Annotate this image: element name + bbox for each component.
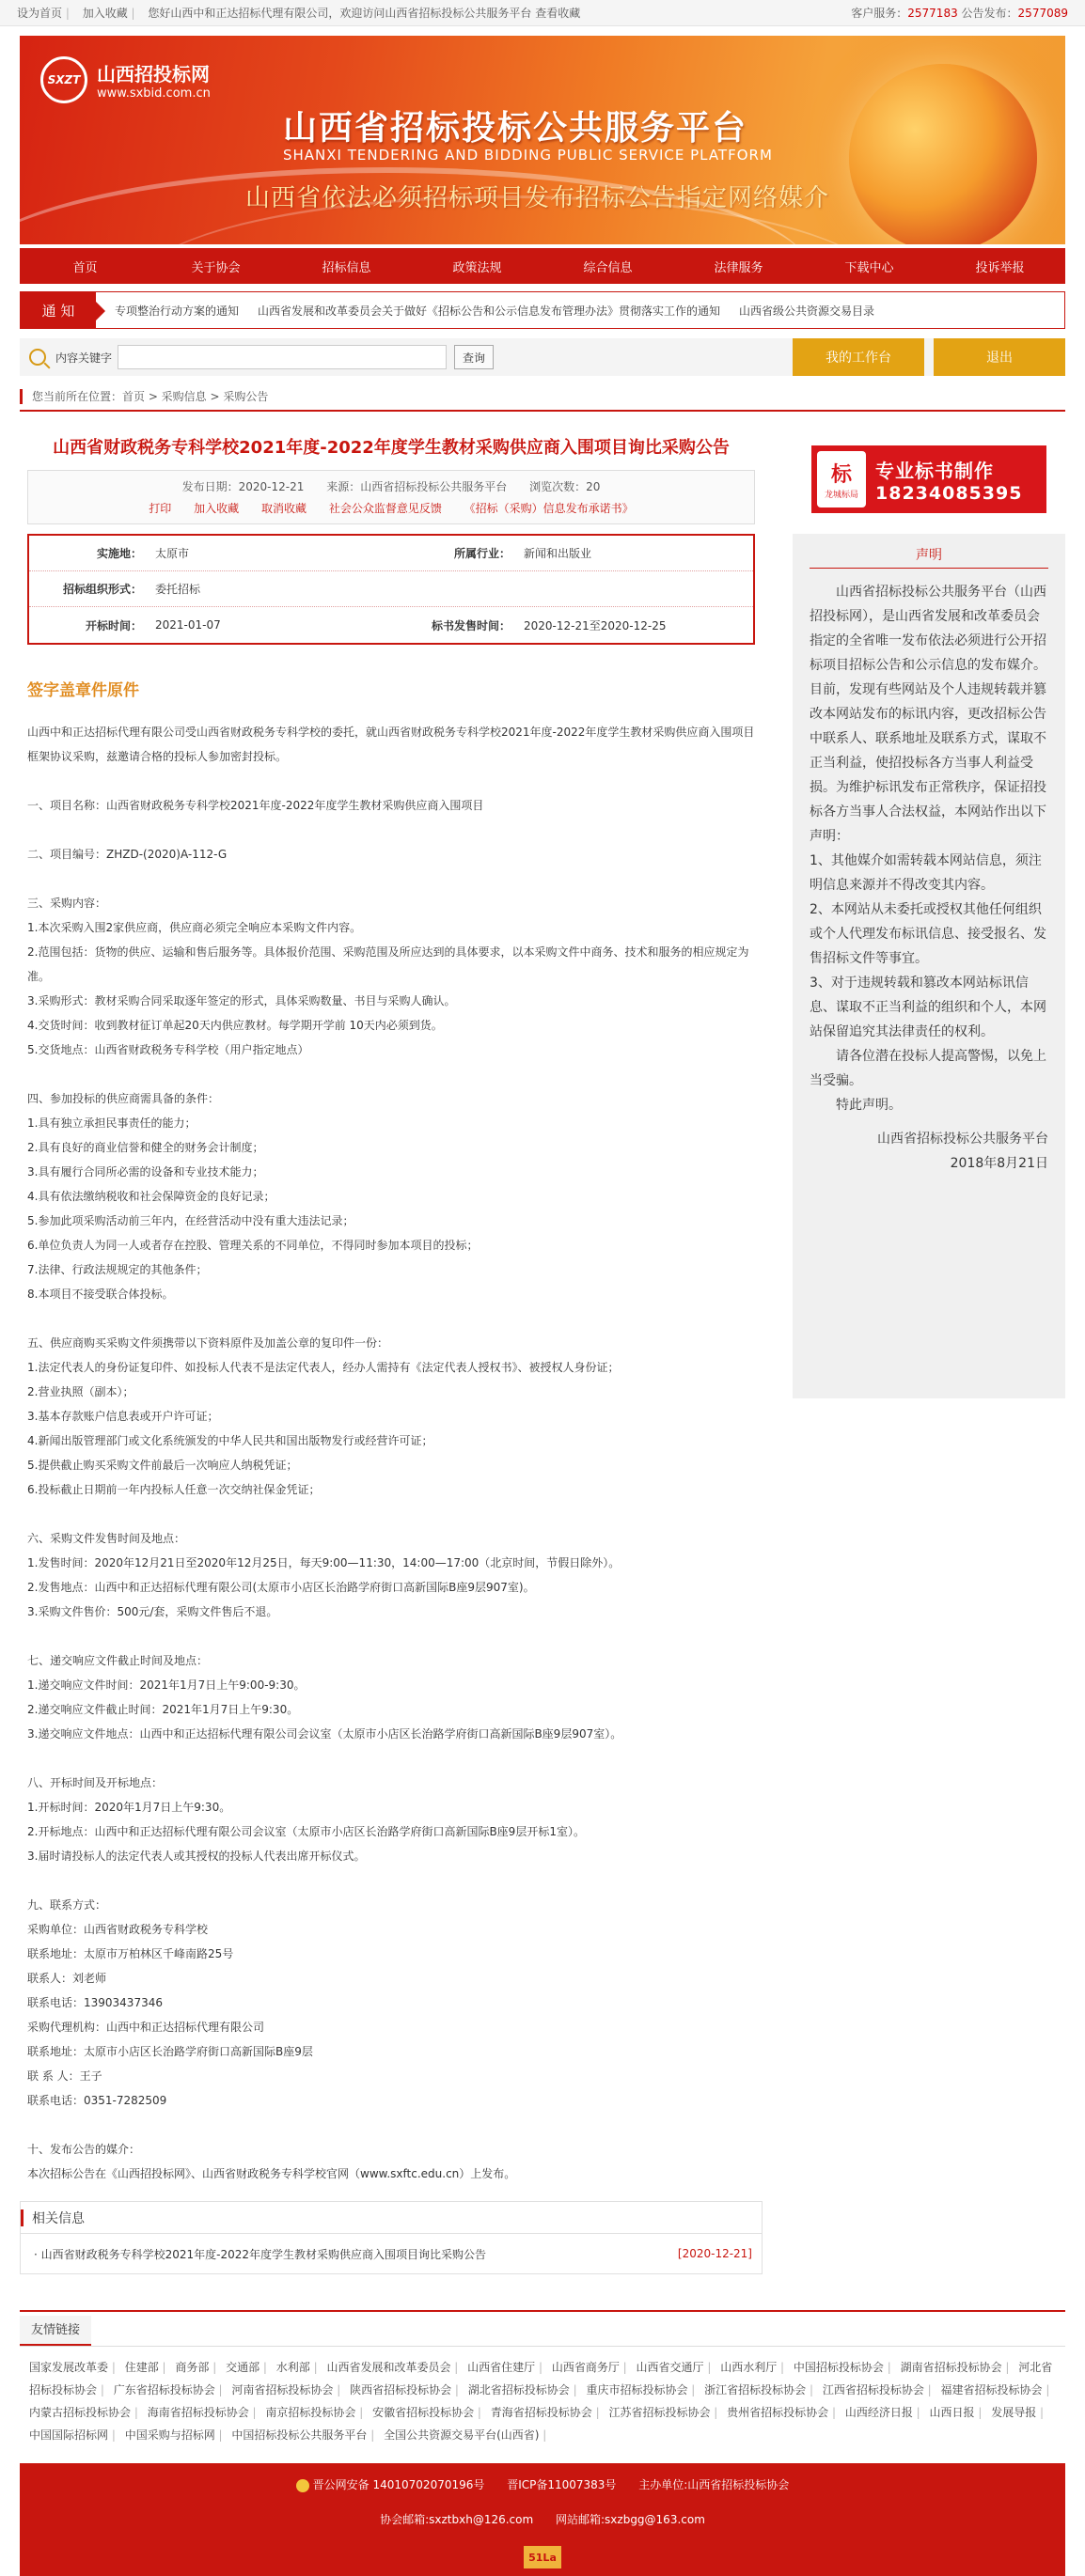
friend-link[interactable]: 住建部 [124,2361,159,2374]
ad-logo [817,451,866,507]
declaration-title: 声明 [810,545,1048,569]
article-paragraph: 联系地址：太原市小店区长治路学府街口高新国际B座9层 [27,2045,313,2058]
article-paragraph: 1.开标时间：2020年1月7日上午9:30。 [27,1801,231,1814]
divider: | [333,2383,345,2396]
seal-notice: 签字盖章件原件 [27,681,139,700]
article-paragraph: 6.投标截止日期前一年内投标人任意一次交纳社保金凭证； [27,1483,321,1496]
divider: | [687,2383,700,2396]
friend-link[interactable]: 商务部 [175,2361,210,2374]
divider: | [1036,2406,1045,2419]
print-link[interactable]: 打印 [149,502,172,515]
friend-link[interactable]: 发展导报 [991,2406,1037,2419]
ad-banner[interactable] [811,445,1046,513]
divider: | [450,2361,463,2374]
paragraph-gap [27,1624,755,1648]
divider: | [367,2428,379,2442]
ad-logo-sub: 龙城标局 [824,491,858,500]
article-paragraph: 3.采购文件售价：500元/套，采购文件售后不退。 [27,1605,278,1618]
paragraph-gap [27,2113,755,2137]
info-value: 委托招标 [155,583,201,596]
friend-link[interactable]: 交通部 [226,2361,260,2374]
friend-link[interactable]: 河北省招标投标协会 [29,2361,1053,2396]
article-paragraph: 联 系 人：王子 [27,2069,102,2083]
friend-link[interactable]: 中国采购与招标网 [124,2428,215,2442]
divider: | [1042,2383,1050,2396]
friend-link[interactable]: 中国招标投标协会 [793,2361,884,2374]
paragraph-gap [27,769,755,793]
info-key: 开标时间： [85,618,142,632]
welcome-text: 您好山西中和正达招标代理有限公司，欢迎访问山西省招标投标公共服务平台 查看收藏 [148,7,581,20]
icp-record[interactable]: 晋ICP备11007383号 [507,2478,617,2491]
article-paragraph: 4.新闻出版管理部门或文化系统颁发的中华人民共和国出版物发行或经营许可证； [27,1434,433,1447]
nav-complaint[interactable]: 投诉举报 [975,260,1025,275]
article-paragraph: 本次招标公告在《山西招投标网》、山西省财政税务专科学校官网（www.sxftc.edu.cn）上发布。 [27,2167,516,2180]
declaration-paragraph: 3、对于违规转载和篡改本网站标讯信息、谋取不正当利益的组织和个人，本网站保留追究其法律责任的权利。 [810,976,1046,1039]
friend-link[interactable]: 山西省商务厅 [551,2361,620,2374]
police-record: 晋公网安备 14010702070196号 [296,2478,485,2491]
article-paragraph: 6.单位负责人为同一人或者存在控股、管理关系的不同单位，不得同时参加本项目的投标； [27,1239,479,1252]
article-paragraph: 六、采购文件发售时间及地点： [27,1532,186,1545]
friend-links [20,2310,1065,2456]
nav-download[interactable]: 下载中心 [844,260,894,275]
search-icon [29,349,46,366]
friend-link[interactable]: 江苏省招标投标协会 [608,2406,711,2419]
related-info [20,2201,763,2274]
friend-links-list [20,2346,1065,2456]
banner-slogan: 山西省依法必须招标项目发布招标公告指定网络媒介 [245,184,830,212]
info-value: 新闻和出版业 [524,547,592,560]
article-title: 山西省财政税务专科学校2021年度-2022年度学生教材采购供应商入围项目询比采购公告 [53,438,730,458]
workbench-button[interactable]: 我的工作台 [793,338,924,376]
divider: | [131,2406,142,2419]
nav-tender-info[interactable]: 招标信息 [322,260,371,275]
article-paragraph: 2.发售地点：山西中和正达招标代理有限公司(太原市小店区长治路学府街口高新国际B座9层907室)。 [27,1581,535,1594]
commitment-link[interactable]: 《招标（采购）信息发布承诺书》 [464,502,634,515]
unfavorite-link[interactable]: 取消收藏 [260,502,307,515]
notice-item[interactable]: 山西省发展和改革委员会关于做好《招标公告和公示信息发布管理办法》贯彻落实工作的通知 [258,304,721,318]
info-key: 标书发售时间： [431,618,511,632]
article-paragraph: 联系电话：0351-7282509 [27,2094,167,2107]
divider: | [777,2361,788,2374]
paragraph-gap [27,1502,755,1526]
article-paragraph: 7.法律、行政法规规定的其他条件； [27,1263,208,1276]
footer [20,2463,1065,2576]
friend-link[interactable]: 山西水利厅 [720,2361,778,2374]
banner-subtitle: SHANXI TENDERING AND BIDDING PUBLIC SERVICE PLATFORM [283,147,773,164]
search-button[interactable]: 查询 [454,345,494,369]
friend-links-title: 友情链接 [20,2316,91,2346]
friend-link[interactable]: 湖南省招标投标协会 [900,2361,1002,2374]
set-homepage-link[interactable]: 设为首页 [17,7,63,20]
breadcrumb: 您当前所在位置：首页 > 采购信息 > 采购公告 [20,389,1065,404]
site-email: 网站邮箱:sxzbgg@163.com [556,2513,705,2526]
declaration-paragraph: 特此声明。 [836,1098,902,1113]
friend-link[interactable]: 山西省交通厅 [636,2361,704,2374]
divider: | [65,7,73,20]
friend-link[interactable]: 国家发展改革委 [29,2361,109,2374]
info-value: 2020-12-21至2020-12-25 [524,618,667,632]
favorite-link[interactable]: 加入收藏 [194,502,240,515]
logout-button[interactable]: 退出 [934,338,1065,376]
article-paragraph: 1.法定代表人的身份证复印件、如投标人代表不是法定代表人，经办人需持有《法定代表人授权书》、被授权人身份证； [27,1361,620,1374]
article-paragraph: 1.本次采购入围2家供应商，供应商必须完全响应本采购文件内容。 [27,921,362,934]
article-paragraph: 五、供应商购买采购文件须携带以下资料原件及加盖公章的复印件一份： [27,1336,389,1350]
friend-link[interactable]: 江西省招标投标协会 [822,2383,924,2396]
divider: | [214,2428,227,2442]
project-info-table [27,534,755,645]
divider: | [923,2383,936,2396]
article-paragraph: 九、联系方式： [27,1898,107,1912]
logo-url: www.sxbid.com.cn [97,86,211,101]
search-bar [20,338,1065,376]
friend-link[interactable]: 全国公共资源交易平台(山西省) [384,2428,540,2442]
nav-policy[interactable]: 政策法规 [452,260,502,275]
friend-link[interactable]: 福建省招标投标协会 [940,2383,1043,2396]
article-paragraph: 5.交货地点：山西省财政税务专科学校（用户指定地点） [27,1043,309,1056]
article-paragraph: 2.开标地点：山西中和正达招标代理有限公司会议室（太原市小店区长治路学府街口高新国际B座9层开标1室）。 [27,1825,585,1838]
article-paragraph: 3.基本存款账户信息表或开户许可证； [27,1410,219,1423]
divider: | [974,2406,986,2419]
article-body [20,679,763,2186]
declaration-panel [793,534,1065,1398]
friend-link[interactable]: 广东省招标投标协会 [113,2383,215,2396]
divider: | [912,2406,924,2419]
friend-link[interactable]: 湖北省招标投标协会 [467,2383,570,2396]
divider: | [355,2406,368,2419]
ad-line1: 专业标书制作 [875,459,994,482]
association-email: 协会邮箱:sxztbxh@126.com [380,2513,534,2526]
article-paragraph: 2.递交响应文件截止时间：2021年1月7日上午9:30。 [27,1703,299,1716]
paragraph-gap [27,1306,755,1331]
divider: | [309,2361,322,2374]
main-nav [20,248,1065,284]
divider: | [591,2406,604,2419]
ad-line2: 18234085395 [875,482,1023,504]
divider: | [209,2361,221,2374]
divider: | [158,2361,170,2374]
friend-link[interactable]: 河南省招标投标协会 [231,2383,334,2396]
article-paragraph: 3.采购形式：教材采购合同采取逐年签定的形式，具体采购数量、书目与采购人确认。 [27,994,456,1007]
friend-link[interactable]: 南京招标投标协会 [265,2406,356,2419]
declaration-paragraph: 山西省招标投标公共服务平台（山西招投标网），是山西省发展和改革委员会指定的全省唯一发布依法必须进行公开招标项目招标公告和公示信息的发布媒介。目前，发现有些网站及个人违规转载并篡改本网站发布的标讯内容，更改招标公告中联系人、联系地址及联系方式，谋取不正当利益，使招投标各方当事人利益受损。为维护标讯发布正常秩序，保证招投标各方当事人合法权益，本网站作出以下声明： [810,585,1046,844]
ad-logo-mark: 标 [830,463,852,487]
friend-link[interactable]: 内蒙古招标投标协会 [29,2406,132,2419]
declaration-paragraph: 请各位潜在投标人提高警惕，以免上当受骗。 [810,1049,1046,1088]
friend-link[interactable]: 山西省发展和改革委员会 [326,2361,451,2374]
article-paragraph: 二、项目编号：ZHZD-(2020)A-112-G [27,848,228,861]
divider: | [248,2406,260,2419]
article-paragraph: 5.提供截止购买采购文件前最后一次响应人纳税凭证； [27,1459,298,1472]
divider: | [474,2406,485,2419]
friend-link[interactable]: 贵州省招标投标协会 [727,2406,829,2419]
article-paragraph: 8.本项目不接受联合体投标。 [27,1288,174,1301]
divider: | [569,2383,581,2396]
article-paragraph: 1.具有独立承担民事责任的能力； [27,1116,197,1130]
friend-link[interactable]: 海南省招标投标协会 [147,2406,249,2419]
divider: | [131,7,139,20]
article-paragraph: 3.具有履行合同所必需的设备和专业技术能力； [27,1165,264,1179]
declaration-sign: 山西省招标投标公共服务平台 [877,1132,1048,1147]
friend-link[interactable]: 中国招标投标公共服务平台 [231,2428,368,2442]
paragraph-gap [27,818,755,842]
article-paragraph: 八、开标时间及开标地点： [27,1776,164,1789]
notice-label: 通 知 [21,292,96,328]
friend-link[interactable]: 山西经济日报 [844,2406,913,2419]
add-favorite-link[interactable]: 加入收藏 [82,7,128,20]
contact-info [851,5,1068,21]
declaration-date: 2018年8月21日 [950,1156,1048,1171]
friend-link[interactable]: 山西省住建厅 [467,2361,536,2374]
related-item[interactable] [21,2234,762,2273]
divider: | [214,2383,227,2396]
article-paragraph: 2.具有良好的商业信誉和健全的财务会计制度； [27,1141,264,1154]
source: 来源：山西省招标投标公共服务平台 [326,480,508,493]
declaration-paragraph: 1、其他媒介如需转载本网站信息，须注明信息来源并不得改变其内容。 [810,853,1042,893]
article-paragraph: 采购代理机构：山西中和正达招标代理有限公司 [27,2021,265,2034]
divider: | [535,2361,546,2374]
related-title: 相关信息 [21,2202,762,2234]
police-emblem-icon [296,2479,309,2492]
nav-general-info[interactable]: 综合信息 [583,260,633,275]
stats-badge[interactable]: 51La [524,2546,561,2568]
article-paragraph: 十、发布公告的媒介： [27,2143,141,2156]
article-paragraph: 2.范围包括：货物的供应、运输和售后服务等。具体报价范围、采购范围及所应达到的具体要求，以本采购文件中商务、技术和服务的相应规定为准。 [27,945,749,983]
article-paragraph: 1.发售时间：2020年12月21日至2020年12月25日，每天9:00—11:30，14:00—17:00（北京时间，节假日除外）。 [27,1556,621,1569]
article-paragraph: 四、参加投标的供应商需具备的条件： [27,1092,220,1105]
logo-icon: SXZT [40,56,87,103]
top-bar [0,0,1085,26]
info-value: 太原市 [155,547,190,560]
article-paragraph: 联系人：刘老师 [27,1972,107,1985]
friend-link[interactable]: 山西日报 [929,2406,975,2419]
article-paragraph: 2.营业执照（副本）； [27,1385,134,1398]
publish-number: 2577089 [1017,7,1068,20]
friend-link[interactable]: 陕西省招标投标协会 [350,2383,452,2396]
nav-about[interactable]: 关于协会 [191,260,241,275]
notice-item[interactable]: 专项整治行动方案的通知 [115,304,240,318]
article-paragraphs [27,720,755,2186]
article-paragraph: 山西中和正达招标代理有限公司受山西省财政税务专科学校的委托，就山西省财政税务专科学校2021年度-2022年度学生教材采购供应商入围项目框架协议采购，兹邀请合格的投标人参加密封投标。 [27,726,755,763]
divider: | [259,2361,271,2374]
article-paragraph: 联系电话：13903437346 [27,1996,163,2009]
friend-link[interactable]: 重庆市招标投标协会 [586,2383,688,2396]
header-banner [20,36,1065,244]
notice-item[interactable]: 山西省级公共资源交易目录 [739,304,875,318]
service-label: 客户服务： [851,7,908,20]
divider: | [619,2361,631,2374]
site-logo[interactable] [40,56,211,103]
paragraph-gap [27,1746,755,1771]
article-paragraph: 4.交货时间：收到教材征订单起20天内供应教材。每学期开学前 10天内必须到货。 [27,1019,443,1032]
article-meta [27,470,755,524]
banner-title: 山西省招标投标公共服务平台 [283,109,748,148]
friend-link[interactable]: 水利部 [275,2361,310,2374]
divider: | [108,2428,119,2442]
publish-date: 发布日期：2020-12-21 [181,480,305,493]
article-paragraph: 联系地址：太原市万柏林区千峰南路25号 [27,1947,234,1960]
service-number: 2577183 [907,7,958,20]
article-paragraph: 4.具有依法缴纳税收和社会保障资金的良好记录； [27,1190,275,1203]
article-paragraph: 3.递交响应文件地点：山西中和正达招标代理有限公司会议室（太原市小店区长治路学府街口高新国际B座9层907室）。 [27,1727,622,1741]
info-key: 所属行业： [453,547,511,560]
article-paragraph: 1.递交响应文件时间：2021年1月7日上午9:00-9:30。 [27,1678,306,1692]
notice-ticker [96,303,1064,319]
article-paragraph: 一、项目名称：山西省财政税务专科学校2021年度-2022年度学生教材采购供应商入围项目 [27,799,484,812]
divider: | [828,2406,840,2419]
article-paragraph: 七、递交响应文件截止时间及地点： [27,1654,209,1667]
divider: | [806,2383,817,2396]
article-content [20,421,763,2274]
divider: | [108,2361,119,2374]
sidebar [793,421,1065,2274]
logo-name: 山西招投标网 [97,63,210,86]
article-paragraph: 3.届时请投标人的法定代表人或其授权的投标人代表出席开标仪式。 [27,1850,366,1863]
article-paragraph: 三、采购内容： [27,897,107,910]
divider: | [703,2361,715,2374]
paragraph-gap [27,1062,755,1086]
view-count: 浏览次数：20 [529,480,601,493]
paragraph-gap [27,1868,755,1893]
search-label: 内容关键字 [55,351,113,365]
divider: | [97,2383,108,2396]
nav-legal[interactable]: 法律服务 [714,260,763,275]
publish-label: 公告发布： [957,7,1018,20]
divider: | [1001,2361,1014,2374]
divider: | [883,2361,895,2374]
article-paragraph: 5.参加此项采购活动前三年内，在经营活动中没有重大违法记录； [27,1214,354,1227]
search-input[interactable] [118,345,447,369]
related-item-date: [2020-12-21] [677,2247,752,2260]
nav-home[interactable]: 首页 [72,260,98,275]
info-value: 2021-01-07 [155,618,221,632]
divider: | [710,2406,722,2419]
feedback-link[interactable]: 社会公众监督意见反馈 [328,502,442,515]
friend-link[interactable]: 安徽省招标投标协会 [372,2406,475,2419]
paragraph-gap [27,866,755,891]
friend-link[interactable]: 中国国际招标网 [29,2428,109,2442]
related-item-link[interactable]: · 山西省财政税务专科学校2021年度-2022年度学生教材采购供应商入围项目询比采购公告 [34,2247,487,2261]
friend-link[interactable]: 青海省招标投标协会 [490,2406,592,2419]
article-paragraph: 采购单位：山西省财政税务专科学校 [27,1923,209,1936]
globe-graphic [849,64,1037,244]
host-org: 主办单位:山西省招标投标协会 [638,2478,790,2491]
declaration-paragraph: 2、本网站从未委托或授权其他任何组织或个人代理发布标讯信息、接受报名、发售招标文件等事宜。 [810,902,1046,966]
friend-link[interactable]: 浙江省招标投标协会 [704,2383,807,2396]
divider: | [539,2428,547,2442]
notice-bar [20,291,1065,329]
info-key: 实施地： [96,547,142,560]
divider: | [451,2383,463,2396]
info-key: 招标组织形式： [62,583,142,596]
